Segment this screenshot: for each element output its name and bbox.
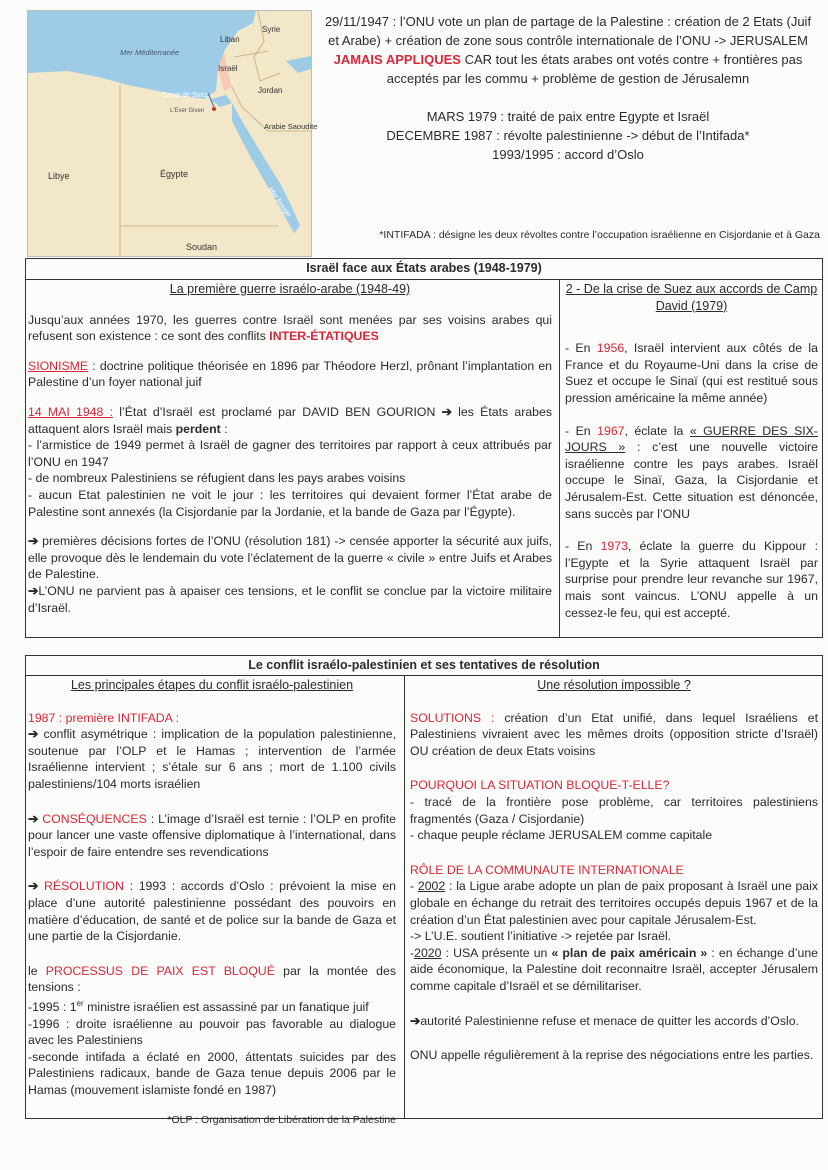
para-onu [28,533,552,616]
label-jordan: Jordan [258,86,283,95]
item-2000: -seconde intifada a éclaté en 2000, áttentats suicides par des Palestiniens radicaux, bande de Gaza tenue depuis 2006 par le Hamas (mouvement islamiste fondé en 1987) [28,1049,396,1097]
para-onu-negociations: ONU appelle régulièrement à la reprise des négociations entre les parties. [410,1048,814,1063]
autorite-text: autorité Palestinienne refuse et menace de quitter les accords d’Oslo. [420,1013,799,1028]
label-merrouge: Mer Rouge [266,186,292,219]
consequences-heading: CONSÉQUENCES [42,811,147,826]
para-1948 [28,404,552,520]
sup-er: er [76,998,84,1008]
ship-marker [212,107,216,111]
arrow-icon: ➔ [441,404,452,419]
label-mer: Mer Méditerranée [120,48,180,57]
arrow-icon: ➔ [28,534,39,549]
para-1956 [565,340,818,406]
section1-left-column [28,281,552,616]
header-line2 [318,50,818,88]
para-1956-text: , Israël intervient aux côtés de la France et du Royaume-Uni dans la crise de Suez et occupe le Sinaï (qui est restitué sous pression américaine la même année) [565,341,818,405]
para-onu-text: premières décisions fortes de l’ONU (résolution 181) -> censée apporter la sécurité aux juifs, elle provoque dès le lendemain du vote l’éclatement de la guerre « civile » entre Juifs et Arabes de Palestine. [28,534,552,582]
label-syrie: Syrie [262,25,281,34]
item-ue: -> L’U.E. soutient l’initiative -> rejetée par Israël. [410,929,672,944]
list-item: - l’armistice de 1949 permet à Israël de gagner des territoires par rapport à ceux attribués par l’ONU en 1947 [28,438,552,469]
label-ever: L'Ever Given [170,108,205,114]
dash: - En [565,423,598,438]
dash: - En [565,539,601,554]
section2-right-column [410,677,818,1077]
header-line1: 29/11/1947 : l’ONU vote un plan de partage de la Palestine : création de 2 Etats (Juif et Arabe) + création de zone sous contrôle internationale de l’ONU -> JERUSALEM [324,14,812,48]
perdent-word: perdent [175,421,221,436]
item-1996: -1996 : droite israélienne au pouvoir pas favorable au dialogue avec les Palestiniens [28,1016,396,1048]
para-1967-text: , éclate la [624,423,690,438]
para-resolution [28,878,396,944]
item-1995-text: ministre israélien est assassiné par un fanatique juif [83,1000,369,1014]
year-1956: 1956 [596,341,625,356]
date-14-mai-1948: 14 MAI 1948 : [28,404,114,419]
section2-left-column [28,677,396,1128]
dash: - [410,879,418,894]
para-1948-text: l’État d’Israël est proclamé par DAVID BEN GOURION [113,404,442,419]
arrow-icon: ➔ [28,879,39,894]
arrow-icon: ➔ [28,811,39,826]
label-liban: Liban [220,35,240,44]
intifada-footnote: *INTIFADA : désigne les deux révoltes contre l’occupation israélienne en Cisjordanie et à Gaza [379,229,820,241]
solutions-text: création d’un Etat unifié, dans lequel Israéliens et Palestiniens vivraient avec les mêmes droits (opposition stricte d’Israël) OU création de deux Etats voisins [410,710,818,758]
section1-left-title: La première guerre israélo-arabe (1948-49) [169,282,411,296]
list-item: - aucun Etat palestinien ne voit le jour : les territoires qui devaient former l’État arabe de Palestine sont annexés (la Cisjordanie par la Jordanie, et la bande de Gaza par l’Égypte). [28,487,552,519]
intifada-heading: 1987 : première INTIFADA : [28,710,180,725]
resolution-heading: RÉSOLUTION [44,879,124,894]
year-2020: 2020 [414,945,442,960]
para-onu-text2: L’ONU ne parvient pas à apaiser ces tensions, et le conflit se conclue par la victoire militaire d’Israël. [28,583,552,615]
year-1967: 1967 [597,423,625,438]
para-1973-text: , éclate la guerre du Kippour : l’Egypte et la Syrie attaquent Israël par surprise pour prendre leur revanche sur 1967, mais sont vaincus. L’ONU appelle à un cessez-le feu, qui est accepté. [565,539,818,620]
year-2002: 2002 [417,879,446,894]
para-role [410,862,818,995]
consequences-text: : L’image d’Israël est ternie : l’OLP en profite pour lancer une vaste offensive diplomatique à l’international, dans l’espoir de faire entendre ses revendications [28,811,396,859]
solutions-heading: SOLUTIONS : [410,710,495,725]
date-1993: 1993/1995 : accord d’Oslo [492,147,644,162]
processus-text: par la montée des tensions : [28,963,396,995]
plan-americain: « plan de paix américain » [551,945,708,960]
dash: - [410,945,415,960]
divider [559,279,560,637]
divider [26,675,822,676]
processus-prefix: le [28,963,46,978]
dash: - En [565,341,597,356]
para-1973 [565,538,818,621]
section-israel-arab-states [25,258,823,638]
list-item: - de nombreux Palestiniens se réfugient dans les pays arabes voisins [28,471,406,486]
para-conflicts [28,312,552,345]
section-israel-palestine [25,655,823,1126]
header-line2-text: CAR tout les états arabes ont votés contre + frontières pas acceptés par les commu + problème de gestion de Jérusalemn [386,52,803,86]
para-pourquoi [410,777,818,843]
header-summary [318,12,818,164]
section1-right-title: 2 - De la crise de Suez aux accords de Camp David (1979) [565,282,818,313]
olp-footnote: *OLP : Organisation de Libération de la Palestine [167,1113,396,1126]
para-conflicts-text: Jusqu’aux années 1970, les guerres contre Israël sont menées par ses voisins arabes qui refusent son existence : ce sont des conflits [28,312,552,344]
label-libye: Libye [48,171,70,181]
item-2020-text: : USA présente un [441,945,552,960]
para-consequences [28,811,396,861]
processus-heading: PROCESSUS DE PAIX EST BLOQUÉ [45,963,275,978]
sionisme-term: SIONISME [28,358,89,373]
divider [26,279,822,280]
para-solutions [410,710,818,760]
section2-title: Le conflit israélo-palestinien et ses tentatives de résolution [248,658,600,672]
list-item: - chaque peuple réclame JERUSALEM comme capitale [410,828,713,843]
intifada-text: conflit asymétrique : implication de la population palestinienne, soutenue par l’OLP et le Hamas ; intervention de l’armée Israélienne intervient ; s’étale sur 6 ans ; mort de 1.100 civils palestiniens/104 morts israélien [28,727,396,791]
year-1973: 1973 [600,539,628,554]
section1-right-column [565,281,818,634]
label-arabie: Arabie Saoudite [264,122,318,131]
item-2002-text: : la Ligue arabe adopte un plan de paix proposant à Israël une paix globale en échange du retrait des territoires occupés depuis 1967 et de la création d’un État palestinien avec pour capitale Jérusalem-Est. [410,879,819,927]
para-intifada [28,710,396,793]
date-1987: DECEMBRE 1987 : révolte palestinienne -> début de l’Intifada* [386,128,750,143]
para-1948-text2: les États arabes attaquent alors Israël mais [28,404,552,436]
arrow-icon: ➔ [410,1013,421,1028]
arrow-icon: ➔ [28,727,39,742]
date-1979: MARS 1979 : traité de paix entre Egypte et Israël [426,109,710,124]
section1-title: Israël face aux États arabes (1948-1979) [306,261,542,275]
six-jours: « GUERRE DES SIX-JOURS » [565,423,818,455]
colon: : [220,421,228,436]
item-1995: -1995 : 1 [28,1000,77,1014]
para-1967 [565,423,818,523]
para-1967-text2: : c’est une nouvelle victoire israélienne contre les pays arabes. Israël occupe le Sinaï, Gaza, la Cisjordanie et Jérusalem-Est. Cette situation est dénoncée, sans succès par l’ONU [565,440,818,521]
label-israel: Israël [218,64,238,73]
section2-right-title: Une résolution impossible ? [537,678,691,692]
jamais-label: JAMAIS APPLIQUES [333,52,461,67]
label-canal: Canal de Suez [162,92,208,99]
label-soudan: Soudan [186,242,218,252]
item-2020-text2: : en échange d’une aide économique, la Palestine doit reconnaitre Israël, accepter Jérusalem comme capitale d’Israël et se démilitariser. [410,945,819,993]
pourquoi-heading: POURQUOI LA SITUATION BLOQUE-T-ELLE? [410,778,670,793]
inter-etatiques: INTER-ÉTATIQUES [269,329,379,344]
arrow-icon: ➔ [28,583,39,598]
divider [404,675,405,1118]
sionisme-def: : doctrine politique théorisée en 1896 par Théodore Herzl, prônant l’implantation en Palestine d’un foyer national juif [28,358,552,390]
section2-left-title: Les principales étapes du conflit israélo-palestinien [70,678,354,692]
resolution-text: : 1993 : accords d’Oslo : prévoient la mise en place d’une autorité palestinienne possédant des pouvoirs en matière d’éducation, de santé et de police sur la bande de Gaza et une partie de la Cisjordanie. [28,879,397,944]
middle-east-map [27,10,318,257]
role-heading: RÔLE DE LA COMMUNAUTE INTERNATIONALE [410,862,684,877]
list-item: - tracé de la frontière pose problème, car territoires palestiniens fragmentés (Gaza / Cisjordanie) [410,794,818,826]
para-sionisme [28,358,552,391]
label-egypte: Égypte [160,169,189,179]
para-processus [28,963,396,1099]
para-autorite [410,1013,818,1030]
